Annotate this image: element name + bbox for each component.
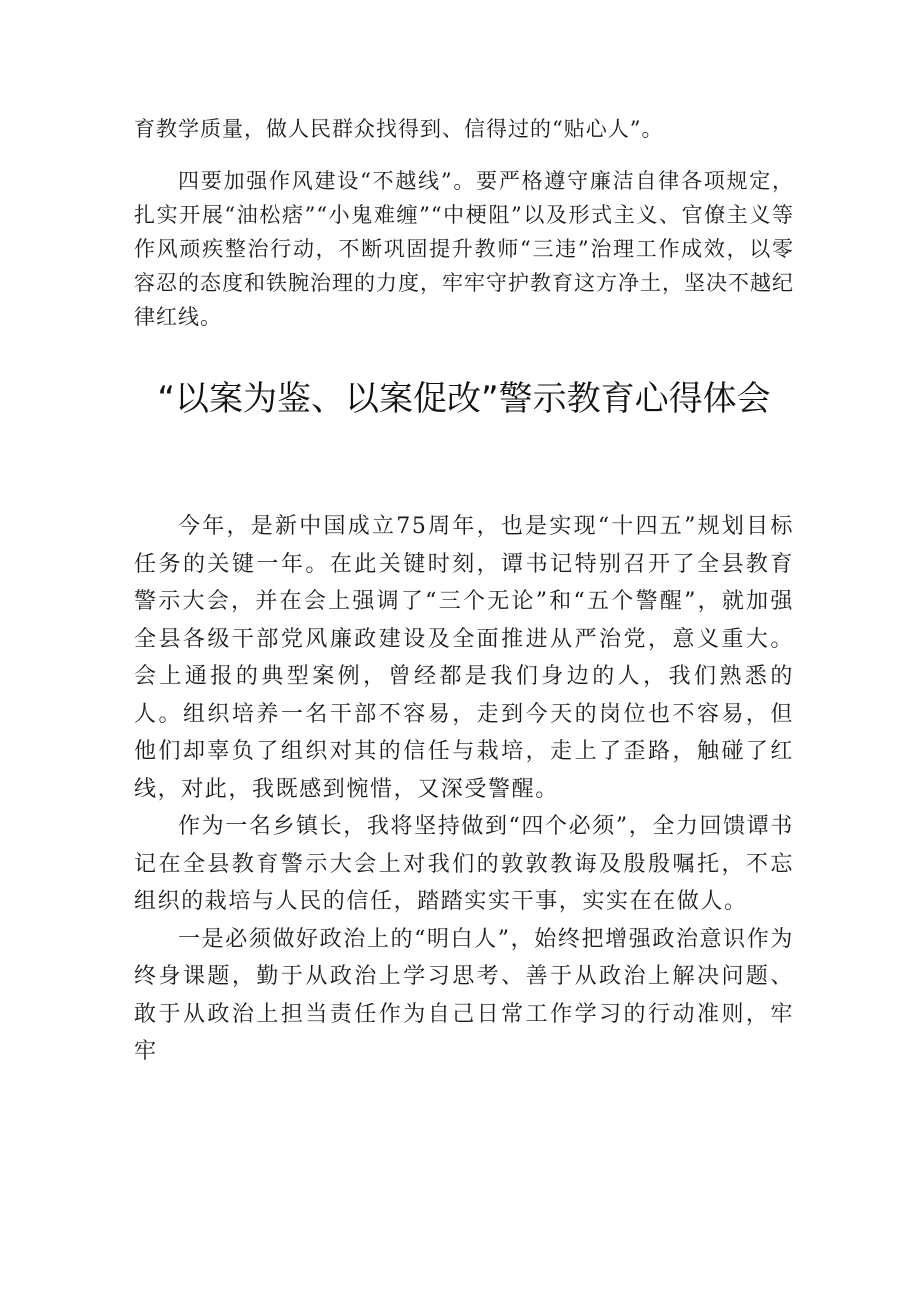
body-paragraph-3: 一是必须做好政治上的“明白人”，始终把增强政治意识作为终身课题，勤于从政治上学习思考、善于从政治上解决问题、敢于从政治上担当责任作为自己日常工作学习的行动准则，牢牢 xyxy=(134,926,794,1064)
article-body xyxy=(134,508,794,1071)
body-paragraph-1: 今年，是新中国成立75周年，也是实现“十四五”规划目标任务的关键一年。在此关键时刻，谭书记特别召开了全县教育警示大会，并在会上强调了“三个无论”和“五个警醒”，就加强全县各级干部党风廉政建设及全面推进从严治党，意义重大。会上通报的典型案例，曾经都是我们身边的人，我们熟悉的人。组织培养一名干部不容易，走到今天的岗位也不容易，但他们却辜负了组织对其的信任与栽培，走上了歪路，触碰了红线，对此，我既感到惋惜，又深受警醒。 xyxy=(134,514,794,802)
body-paragraph-2: 作为一名乡镇长，我将坚持做到“四个必须”，全力回馈谭书记在全县教育警示大会上对我们的敦敦教诲及殷殷嘱托，不忘组织的栽培与人民的信任，踏踏实实干事，实实在在做人。 xyxy=(134,814,794,914)
continuation-paragraph-2: 四要加强作风建设“不越线”。要严格遵守廉洁自律各项规定，扎实开展“油松痞”“小鬼难缠”“中梗阻”以及形式主义、官僚主义等作风顽疾整治行动，不断巩固提升教师“三违”治理工作成效，以零容忍的态度和铁腕治理的力度，牢牢守护教育这方净土，坚决不越纪律红线。 xyxy=(134,169,794,329)
article-title: “以案为鉴、以案促改”警示教育心得体会 xyxy=(157,379,771,419)
continuation-paragraph-1: 育教学质量，做人民群众找得到、信得过的“贴心人”。 xyxy=(134,117,664,141)
continuation-section xyxy=(134,112,794,352)
